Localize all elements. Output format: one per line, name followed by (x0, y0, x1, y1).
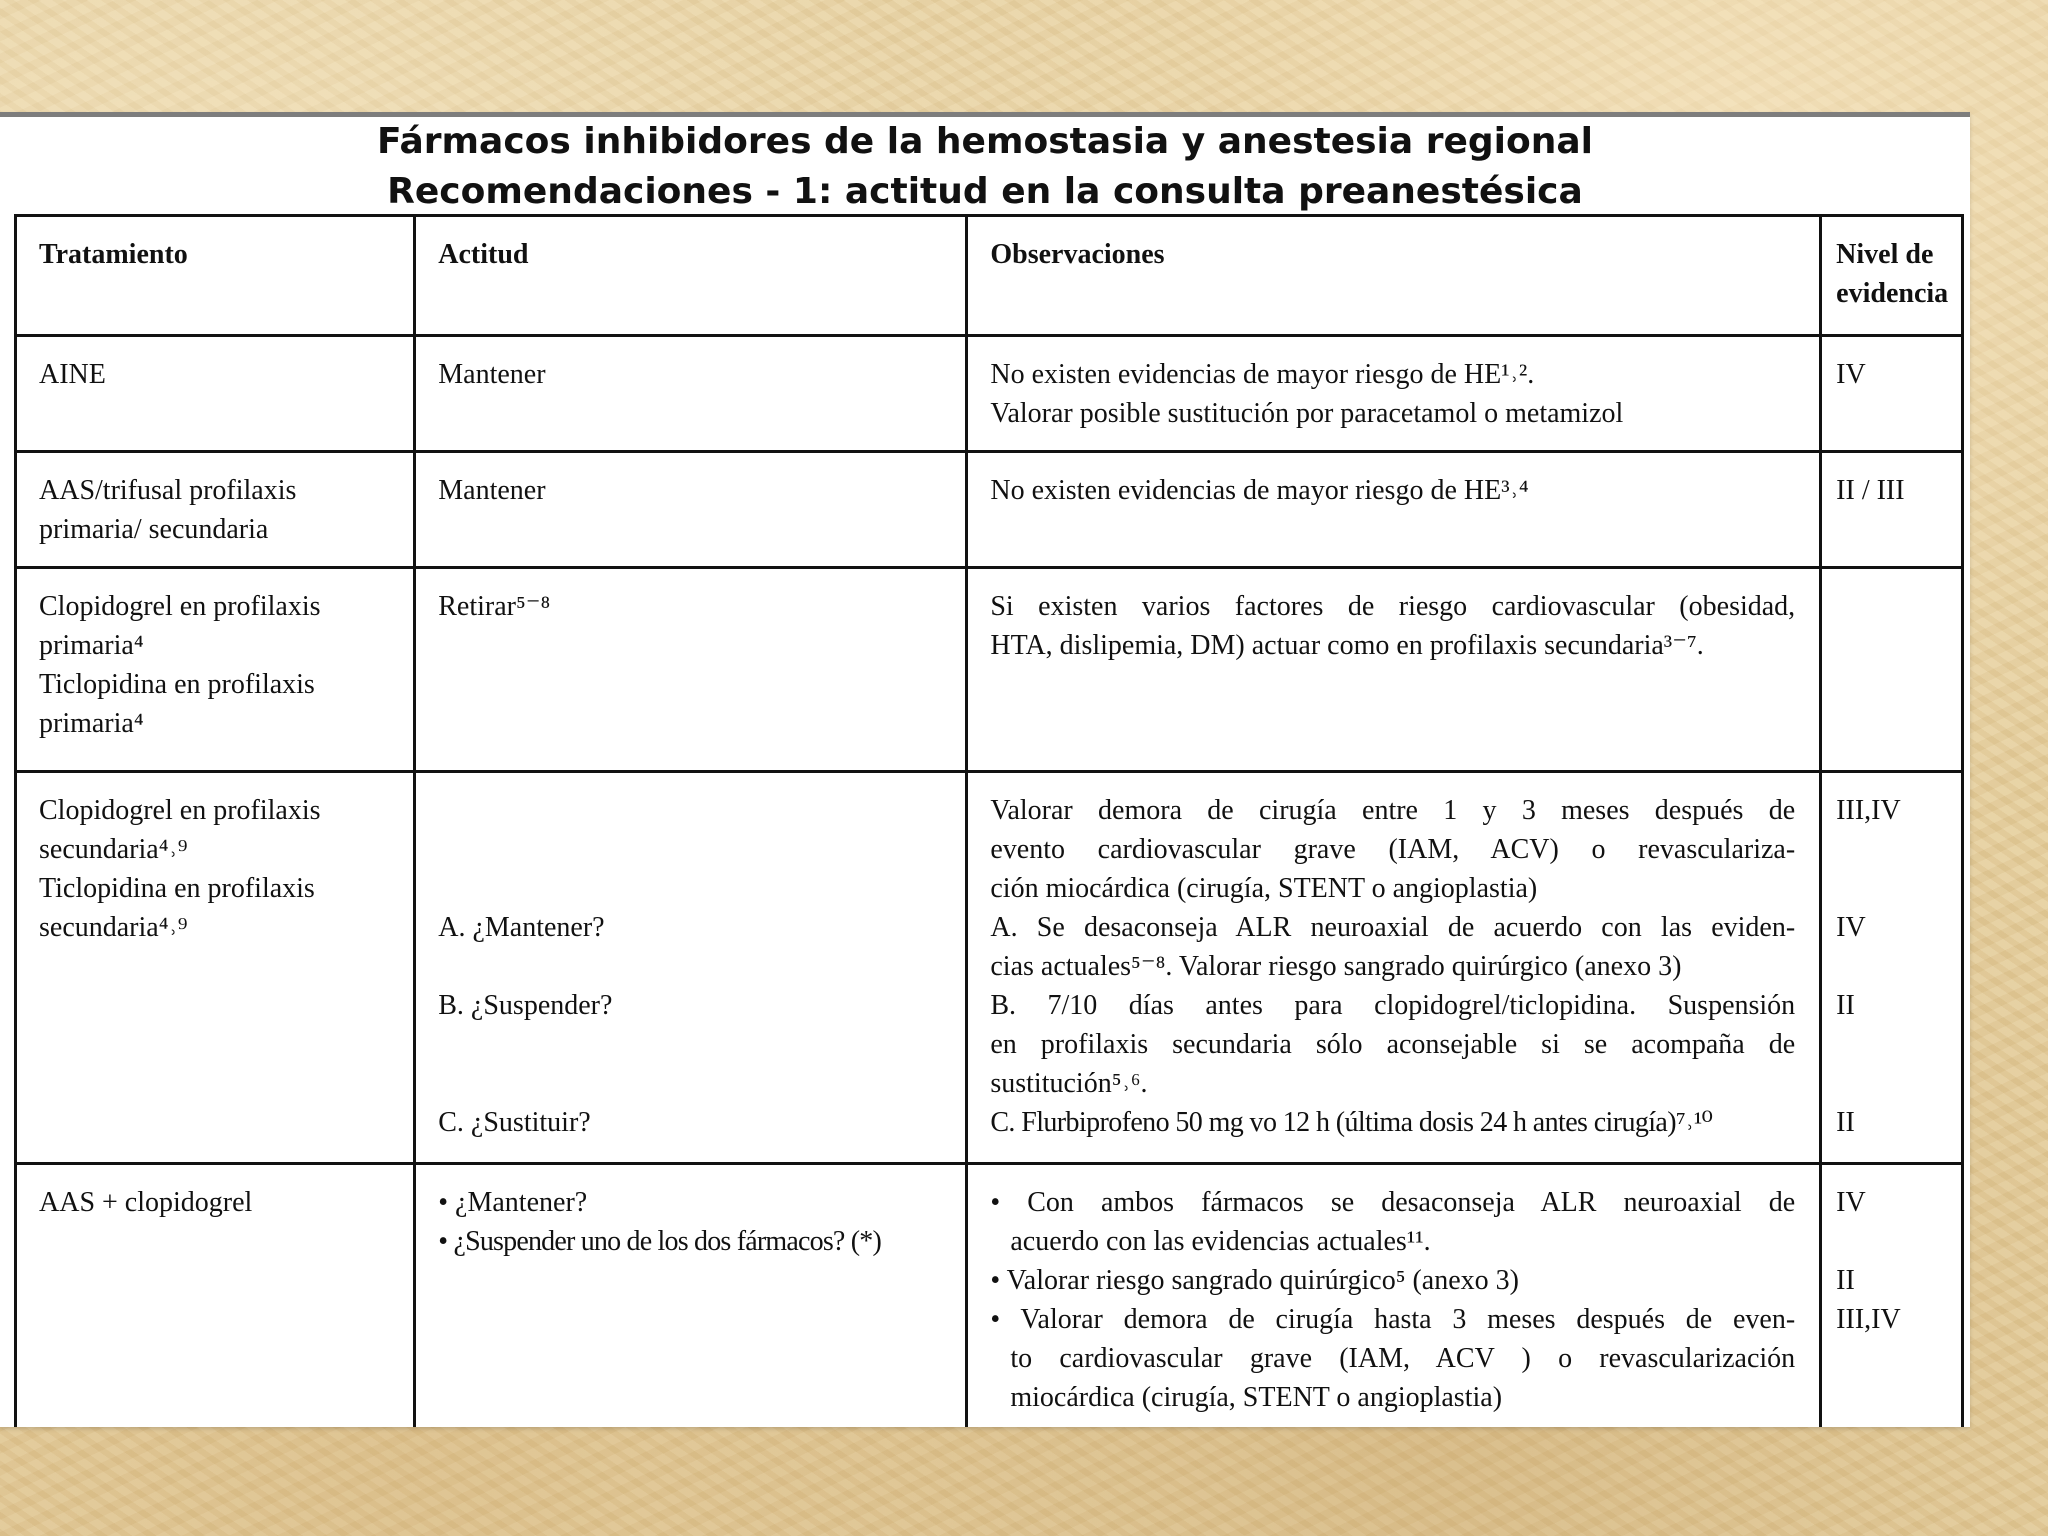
nivel-text: II (1836, 1265, 1855, 1296)
spacer (1836, 1222, 1955, 1261)
cell-actitud (415, 568, 967, 772)
observaciones-text: miocárdica (cirugía, STENT o angioplastia) (1010, 1382, 1503, 1413)
table-row (16, 568, 1963, 772)
recommendations-table (14, 214, 1964, 1427)
actitud-text: • ¿Suspender uno de los dos fármacos? (*) (438, 1226, 882, 1257)
tratamiento-text: Clopidogrel en profilaxis (39, 591, 321, 622)
cell-actitud (415, 772, 967, 1164)
nivel-text: II (1836, 990, 1855, 1021)
table-row (16, 772, 1963, 1164)
tratamiento-text: Clopidogrel en profilaxis (39, 795, 321, 826)
observaciones-text: C. Flurbiprofeno 50 mg vo 12 h (última dosis 24 h antes cirugía)⁷˒¹⁰ (990, 1107, 1713, 1138)
header-tratamiento: Tratamiento (16, 216, 415, 336)
spacer (438, 791, 941, 869)
header-nivel-line-1: Nivel de (1836, 239, 1934, 270)
actitud-text: B. ¿Suspender? (438, 990, 613, 1021)
cell-nivel (1821, 336, 1963, 452)
cell-observaciones (967, 336, 1821, 452)
tratamiento-text: AINE (39, 359, 106, 390)
header-nivel-line-2: evidencia (1836, 278, 1949, 309)
nivel-text: III,IV (1836, 1304, 1901, 1335)
nivel-text: IV (1836, 912, 1866, 943)
header-nivel-evidencia (1821, 216, 1963, 336)
slide-title (0, 117, 1970, 217)
cell-nivel (1821, 452, 1963, 568)
cell-actitud (415, 1164, 967, 1428)
actitud-text: Mantener (438, 359, 546, 390)
table-row (16, 336, 1963, 452)
tratamiento-text: AAS/trifusal profilaxis (39, 475, 297, 506)
tratamiento-text: primaria⁴ (39, 708, 144, 739)
observaciones-text: Si existen varios factores de riesgo cardiovascular (obesidad, (990, 591, 1796, 622)
spacer (1836, 869, 1955, 908)
observaciones-text: sustitución⁵˒⁶. (990, 1068, 1148, 1099)
observaciones-text: to cardiovascular grave (IAM, ACV ) o revascularización (1010, 1343, 1796, 1374)
header-observaciones: Observaciones (967, 216, 1821, 336)
spacer (1836, 1025, 1955, 1103)
observaciones-text: A. Se desaconseja ALR neuroaxial de acuerdo con las eviden- (990, 912, 1796, 943)
observaciones-text: No existen evidencias de mayor riesgo de HE³˒⁴ (990, 475, 1529, 506)
nivel-text: III,IV (1836, 795, 1901, 826)
tratamiento-text: secundaria⁴˒⁹ (39, 834, 188, 865)
cell-actitud (415, 336, 967, 452)
cell-observaciones (967, 452, 1821, 568)
title-line-2: Recomendaciones - 1: actitud en la consulta preanestésica (387, 171, 1583, 212)
observaciones-text: • Valorar riesgo sangrado quirúrgico⁵ (anexo 3) (990, 1265, 1519, 1296)
tratamiento-text: primaria⁴ (39, 630, 144, 661)
actitud-text: Mantener (438, 475, 546, 506)
cell-observaciones (967, 772, 1821, 1164)
observaciones-text: • Valorar demora de cirugía hasta 3 meses después de even- (990, 1304, 1796, 1335)
cell-tratamiento (16, 772, 415, 1164)
nivel-text: IV (1836, 359, 1866, 390)
observaciones-text: ción miocárdica (cirugía, STENT o angioplastia) (990, 873, 1538, 904)
cell-tratamiento (16, 1164, 415, 1428)
observaciones-text: HTA, dislipemia, DM) actuar como en profilaxis secundaria³⁻⁷. (990, 630, 1704, 661)
tratamiento-text: primaria/ secundaria (39, 514, 269, 545)
slide-panel (0, 112, 1970, 1427)
spacer (1836, 947, 1955, 986)
table-header-row (16, 216, 1963, 336)
header-actitud: Actitud (415, 216, 967, 336)
nivel-text: IV (1836, 1187, 1866, 1218)
title-line-1: Fármacos inhibidores de la hemostasia y anestesia regional (376, 121, 1593, 162)
table-row (16, 1164, 1963, 1428)
nivel-text: II (1836, 1107, 1855, 1138)
spacer (438, 947, 941, 986)
cell-nivel (1821, 568, 1963, 772)
spacer (438, 869, 941, 908)
observaciones-text: B. 7/10 días antes para clopidogrel/ticlopidina. Suspensión (990, 990, 1796, 1021)
cell-observaciones (967, 568, 1821, 772)
observaciones-text: cias actuales⁵⁻⁸. Valorar riesgo sangrado quirúrgico (anexo 3) (990, 951, 1682, 982)
observaciones-text: Valorar demora de cirugía entre 1 y 3 meses después de (990, 795, 1796, 826)
cell-tratamiento (16, 568, 415, 772)
spacer (1836, 830, 1955, 869)
actitud-text: C. ¿Sustituir? (438, 1107, 591, 1138)
actitud-text: A. ¿Mantener? (438, 912, 605, 943)
observaciones-text: • Con ambos fármacos se desaconseja ALR neuroaxial de (990, 1187, 1796, 1218)
cell-nivel (1821, 1164, 1963, 1428)
tratamiento-text: Ticlopidina en profilaxis (39, 669, 315, 700)
tratamiento-text: secundaria⁴˒⁹ (39, 912, 188, 943)
cell-observaciones (967, 1164, 1821, 1428)
cell-tratamiento (16, 452, 415, 568)
spacer (438, 1025, 941, 1103)
observaciones-text: evento cardiovascular grave (IAM, ACV) o revasculariza- (990, 834, 1796, 865)
cell-tratamiento (16, 336, 415, 452)
tratamiento-text: Ticlopidina en profilaxis (39, 873, 315, 904)
nivel-text: II / III (1836, 475, 1905, 506)
observaciones-text: en profilaxis secundaria sólo aconsejable si se acompaña de (990, 1029, 1796, 1060)
observaciones-text: No existen evidencias de mayor riesgo de HE¹˒². (990, 359, 1535, 390)
cell-nivel (1821, 772, 1963, 1164)
observaciones-text: acuerdo con las evidencias actuales¹¹. (1010, 1226, 1431, 1257)
table-row (16, 452, 1963, 568)
actitud-text: Retirar⁵⁻⁸ (438, 591, 551, 622)
observaciones-text: Valorar posible sustitución por paracetamol o metamizol (990, 398, 1624, 429)
cell-actitud (415, 452, 967, 568)
actitud-text: • ¿Mantener? (438, 1187, 588, 1218)
tratamiento-text: AAS + clopidogrel (39, 1187, 253, 1218)
